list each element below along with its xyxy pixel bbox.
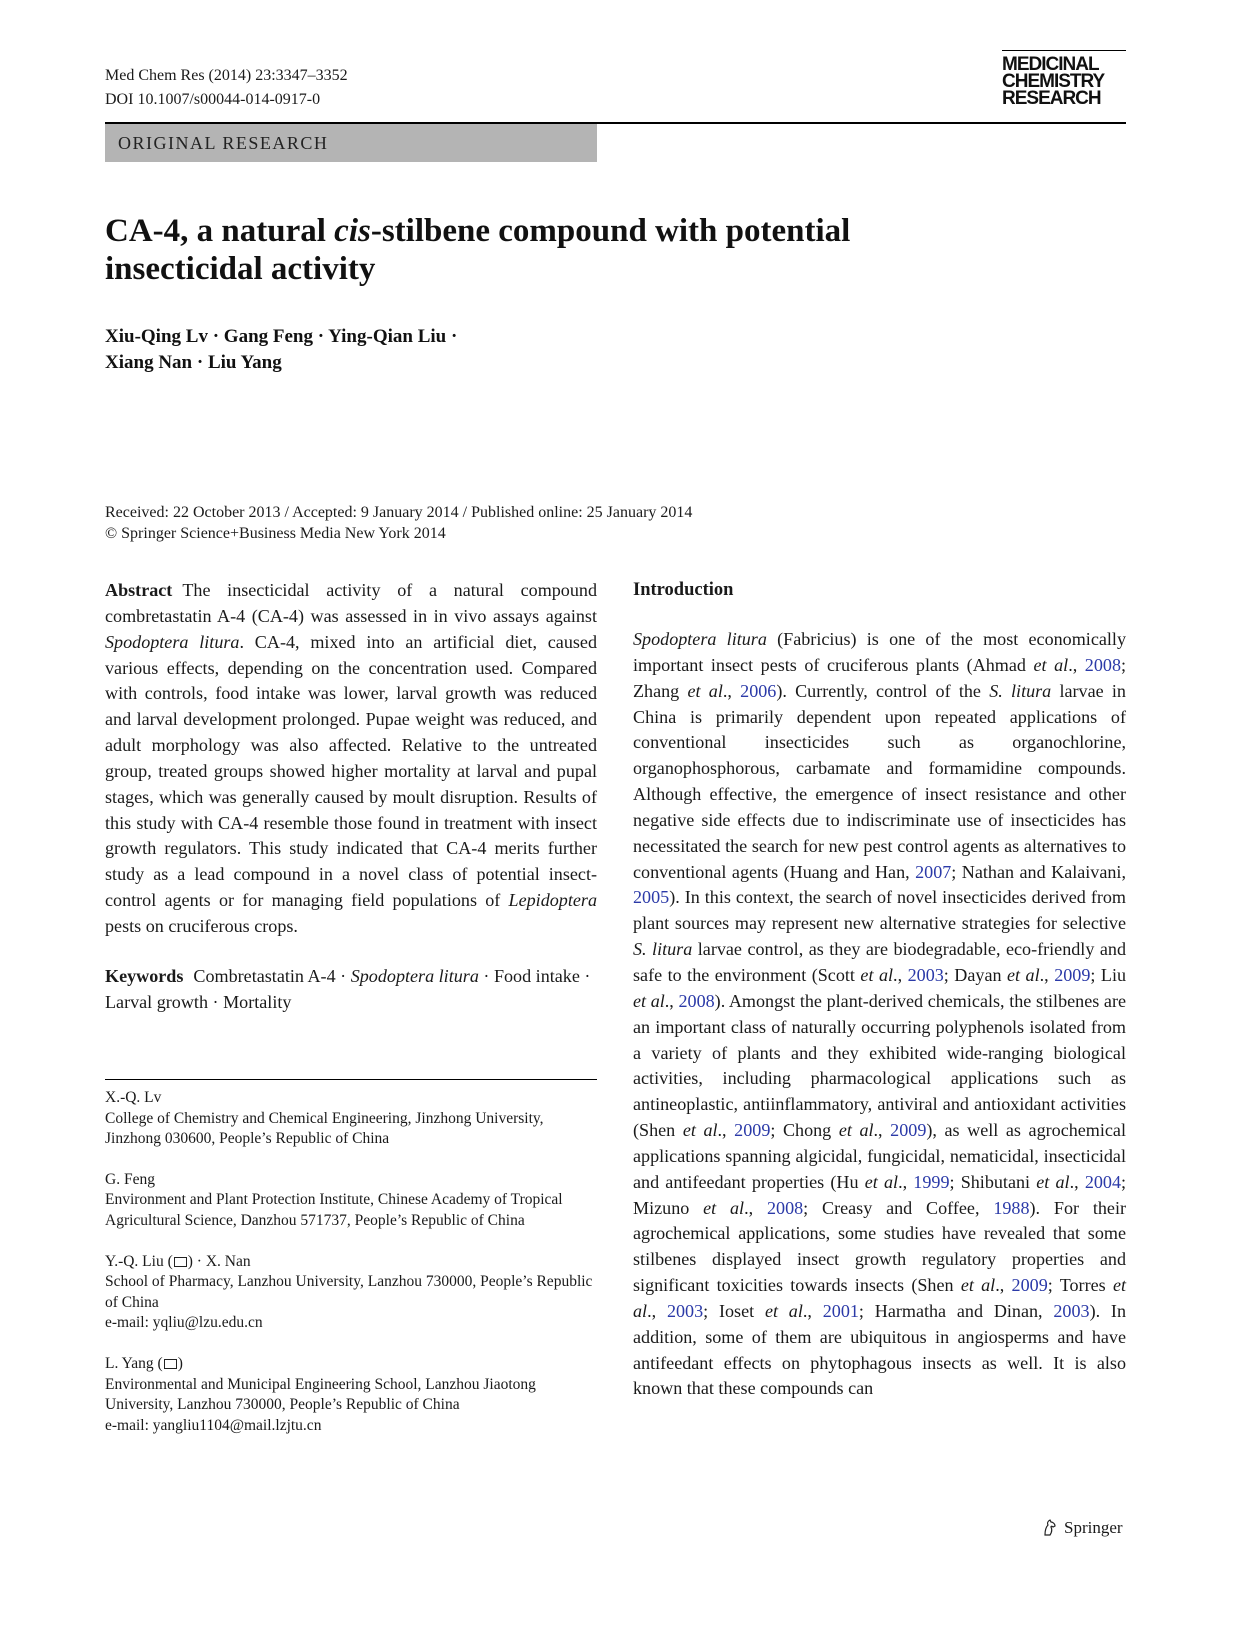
intro-text: ; Harmatha and Dinan, (858, 1300, 1054, 1321)
intro-text: larvae control, as they are biodegradable, eco-friendly and safe to the environment (Scott (633, 939, 1126, 985)
author-list: Xiu-Qing Lv · Gang Feng · Ying-Qian Liu · Xiang Nan · Liu Yang (105, 326, 458, 373)
intro-text: ., (664, 990, 679, 1011)
intro-italic: et al (838, 1120, 874, 1141)
intro-text: ; Creasy and Coffee, (803, 1197, 994, 1218)
keyword-italic: Spodoptera litura (350, 965, 479, 986)
abstract (105, 578, 597, 940)
intro-text: ., (1069, 1171, 1085, 1192)
intro-text: larvae in China is primarily dependent upon repeated applications of conventional insecticides such as organochlorine, organophosphorous, carbamate and formamidine compounds. Although effective, the emergence of insect resistance and other negative side effects due to indiscriminate use of insecticides has necessitated the search for new pest control agents as alternatives to conventional agents (Huang and Han, (633, 680, 1126, 882)
copyright-line: © Springer Science+Business Media New York 2014 (105, 525, 446, 542)
citation-year-link[interactable]: 2009 (890, 1120, 927, 1141)
left-column (105, 578, 597, 1016)
intro-text: ; Nathan and Kalaivani, (951, 861, 1126, 882)
affiliation (105, 1354, 597, 1436)
affiliation-name-text: Y.-Q. Liu ( (105, 1252, 173, 1270)
intro-italic: S. litura (989, 680, 1052, 701)
affiliation (105, 1170, 597, 1232)
intro-italic: et al (633, 990, 665, 1011)
intro-text: ). For their agrochemical applications, some studies have revealed that some stilbenes displayed insect growth regulatory properties and significant toxicities towards insects (Shen (633, 1197, 1127, 1296)
envelope-icon[interactable] (174, 1257, 187, 1267)
introduction-heading: Introduction (633, 580, 734, 600)
intro-text: ; Shibutani (949, 1171, 1037, 1192)
title-italic: cis (334, 213, 371, 249)
publisher-footer (1040, 1518, 1123, 1538)
citation-year-link[interactable]: 2008 (1084, 654, 1121, 675)
intro-italic: et al (687, 680, 723, 701)
intro-text: ; Ioset (703, 1300, 765, 1321)
title-part: -stilbene compound with potential insecticidal activity (105, 213, 851, 287)
logo-line: RESEARCH (1002, 88, 1101, 109)
keywords (105, 964, 597, 1016)
intro-text: ., (873, 1120, 891, 1141)
abstract-text: pests on cruciferous crops. (105, 915, 298, 936)
intro-text: ). Amongst the plant-derived chemicals, the stilbenes are an important class of naturally occurring polyphenols isolated from a variety of plants and they exhibited wide-ranging biological activities, including pharmacological applications such as antineoplastic, antiinflammatory, antiviral and antioxidant activities (Shen (633, 990, 1126, 1141)
intro-text: ), as well as agrochemical applications spanning algicidal, fungicidal, nematicidal, insecticidal and antifeedant properties (Hu (633, 1120, 1126, 1192)
citation-year-link[interactable]: 2006 (740, 680, 777, 701)
intro-text: ; Liu (1090, 964, 1127, 985)
keyword-text: Combretastatin A-4 · (193, 965, 351, 986)
intro-text: ). In this context, the search of novel insecticides derived from plant sources may represent new alternative strategies for selective (633, 887, 1126, 934)
intro-text: ., (1068, 654, 1085, 675)
intro-text: ., (898, 1171, 914, 1192)
affiliation-address: Environmental and Municipal Engineering School, Lanzhou Jiaotong University, Lanzhou 730000, People’s Republic of China (105, 1375, 536, 1414)
intro-italic: et al (1033, 654, 1069, 675)
logo-line: CHEMISTRY (1002, 71, 1105, 92)
citation-year-link[interactable]: 2008 (766, 1197, 804, 1218)
affiliation-email[interactable]: e-mail: yqliu@lzu.edu.cn (105, 1314, 263, 1332)
intro-text: ., (722, 680, 741, 701)
intro-text: ., (995, 1275, 1012, 1296)
intro-text: ., (802, 1300, 823, 1321)
intro-italic: et al (1007, 964, 1040, 985)
affiliation-divider (105, 1079, 597, 1080)
publication-dates (105, 502, 692, 544)
intro-text: ; Zhang (633, 654, 1127, 701)
intro-text: ; Chong (770, 1120, 839, 1141)
affiliations (105, 1088, 597, 1456)
abstract-text: . CA-4, mixed into an artificial diet, caused various effects, depending on the concentration used. Compared with controls, food intake was lower, larval growth was reduced and larval development prolonged. Pupae weight was reduced, and adult morphology was also affected. Relative to the untreated group, treated groups showed higher mortality at larval and pupal stages, which was generally caused by moult disruption. Results of this study with CA-4 resemble those found in treatment with insect growth regulators. This study indicated that CA-4 merits further study as a lead compound in a novel class of potential insect-control agents or for managing field populations of (105, 631, 598, 911)
journal-doi: DOI 10.1007/s00044-014-0917-0 (105, 91, 321, 108)
author: Ying-Qian Liu (328, 326, 447, 347)
citation-year-link[interactable]: 2003 (1053, 1300, 1090, 1321)
right-column (633, 578, 1126, 1402)
intro-text: ; Dayan (943, 964, 1008, 985)
citation-year-link[interactable]: 2008 (678, 990, 715, 1011)
keywords-label: Keywords (105, 965, 184, 986)
logo-line: MEDICINAL (1002, 54, 1099, 75)
abstract-italic: Spodoptera litura (105, 631, 240, 652)
intro-text: ., (717, 1120, 735, 1141)
springer-horse-icon (1040, 1518, 1060, 1538)
intro-text: ; Mizuno (633, 1171, 1127, 1218)
author: Liu Yang (207, 352, 282, 373)
citation-year-link[interactable]: 2009 (1011, 1275, 1048, 1296)
intro-text: ). In addition, some of them are ubiquitous in angiosperms and have antifeedant effects on phytophagous insects as well. It is also known that these compounds can (633, 1300, 1126, 1399)
intro-italic: et al (860, 964, 894, 985)
title-part: CA-4, a natural (105, 213, 335, 249)
intro-text: ., (744, 1197, 767, 1218)
abstract-italic: Lepidoptera (508, 890, 597, 911)
abstract-text: The insecticidal activity of a natural compound combretastatin A-4 (CA-4) was assessed in in vivo assays against (105, 580, 597, 626)
intro-text: ., (1039, 964, 1055, 985)
abstract-label: Abstract (105, 580, 173, 600)
affiliation-name-text: ) (177, 1354, 183, 1372)
author: Xiang Nan (105, 352, 193, 373)
citation-year-link[interactable]: 2005 (633, 887, 670, 908)
intro-italic: Spodoptera litura (633, 629, 767, 649)
affiliation-address: School of Pharmacy, Lanzhou University, Lanzhou 730000, People’s Republic of China (105, 1273, 593, 1311)
intro-italic: et al (764, 1300, 803, 1321)
affiliation-address: College of Chemistry and Chemical Engineering, Jinzhong University, Jinzhong 030600, People’s Republic of China (105, 1109, 544, 1148)
affiliation-address: Environment and Plant Protection Institute, Chinese Academy of Tropical Agricultural Science, Danzhou 571737, People’s Republic of China (105, 1191, 563, 1229)
citation-year-link[interactable]: 2001 (822, 1300, 859, 1321)
intro-italic: et al (960, 1275, 996, 1296)
intro-italic: et al (682, 1120, 718, 1141)
intro-text: ). Currently, control of the (776, 680, 990, 701)
envelope-icon[interactable] (164, 1359, 177, 1369)
affiliation (105, 1088, 597, 1150)
journal-reference (105, 64, 348, 112)
journal-logo (1002, 50, 1126, 107)
citation-year-link[interactable]: 1988 (993, 1197, 1030, 1218)
intro-italic: et al (1036, 1171, 1070, 1192)
citation-year-link[interactable]: 1999 (913, 1171, 950, 1192)
intro-text: (Fabricius) is one of the most economically important insect pests of cruciferous plants (Ahmad (633, 629, 1126, 675)
citation-year-link[interactable]: 2004 (1084, 1171, 1121, 1192)
affiliation-name-text: L. Yang ( (105, 1354, 163, 1372)
journal-citation: Med Chem Res (2014) 23:3347–3352 (105, 67, 348, 84)
intro-text: ., (893, 964, 908, 985)
dates-line: Received: 22 October 2013 / Accepted: 9 January 2014 / Published online: 25 January 2014 (105, 504, 693, 521)
affiliation-name (105, 1252, 597, 1273)
affiliation-name-text: ) · X. Nan (187, 1252, 251, 1270)
intro-text: ; Torres (1047, 1275, 1113, 1296)
article-title (105, 212, 905, 288)
citation-year-link[interactable]: 2009 (734, 1120, 771, 1141)
affiliation-email[interactable]: e-mail: yangliu1104@mail.lzjtu.cn (105, 1416, 322, 1434)
citation-year-link[interactable]: 2003 (666, 1300, 704, 1321)
keyword-text: · Food intake · Larval growth · Mortality (105, 965, 591, 1012)
citation-year-link[interactable]: 2009 (1054, 964, 1091, 985)
affiliation (105, 1252, 597, 1334)
affiliation-name (105, 1354, 597, 1375)
introduction-body (633, 627, 1126, 1402)
author: Gang Feng (223, 326, 313, 347)
affiliation-name: X.-Q. Lv (105, 1089, 162, 1106)
intro-italic: et al (864, 1171, 899, 1192)
intro-text: ., (647, 1300, 667, 1321)
intro-italic: et al (703, 1197, 745, 1218)
intro-italic: S. litura (633, 939, 693, 960)
citation-year-link[interactable]: 2003 (907, 964, 944, 985)
publisher-name: Springer (1064, 1518, 1123, 1537)
intro-italic: et al (633, 1275, 1126, 1321)
section-banner: ORIGINAL RESEARCH (105, 124, 597, 162)
citation-year-link[interactable]: 2007 (915, 861, 952, 882)
affiliation-name: G. Feng (105, 1170, 155, 1188)
author: Xiu-Qing Lv (105, 326, 208, 347)
